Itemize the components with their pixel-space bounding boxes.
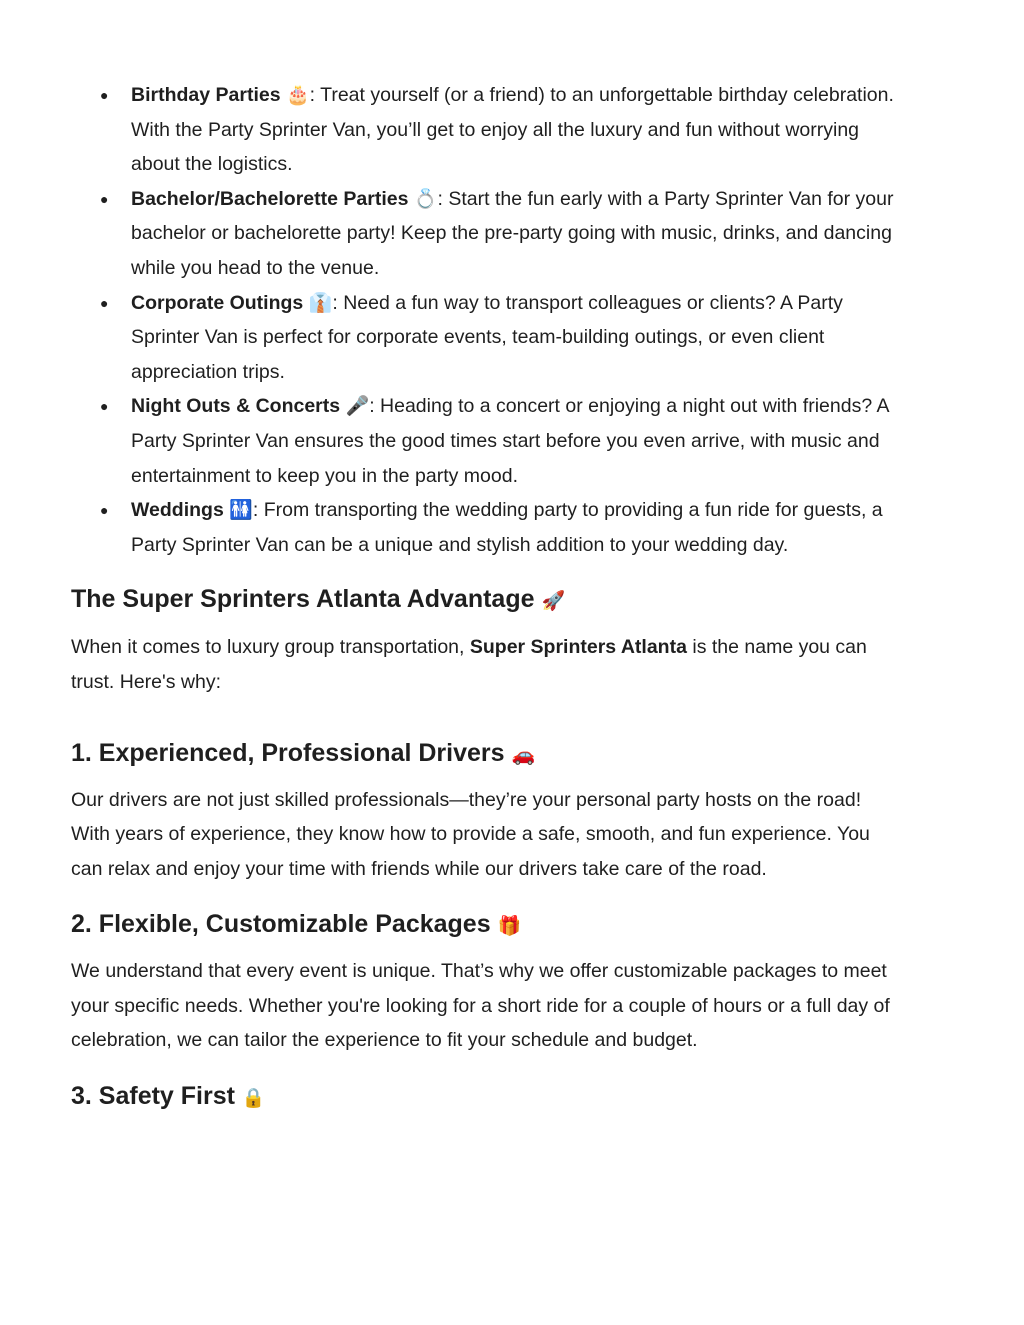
list-item-corporate xyxy=(71,286,901,390)
drivers-heading-text: 1. Experienced, Professional Drivers xyxy=(71,738,505,767)
safety-heading xyxy=(71,1080,901,1114)
list-item-title: Bachelor/Bachelorette Parties xyxy=(131,187,409,210)
advantage-intro-after: is the name you can trust. Here's why: xyxy=(71,636,867,693)
list-item-weddings xyxy=(71,493,901,562)
rocket-icon: 🚀 xyxy=(541,590,566,613)
list-item-bachelor xyxy=(71,182,901,286)
microphone-icon: 🎤 xyxy=(345,395,370,418)
packages-heading xyxy=(71,908,901,942)
list-item-title: Birthday Parties xyxy=(131,84,281,106)
packages-paragraph: We understand that every event is unique. That’s why we offer customizable packages to meet your specific needs. Whether you're looking for a short ride for a couple of hours or a full day of celebration, we can tailor the experience to fit your schedule and budget. xyxy=(71,960,890,1052)
restroom-icon: 🚻 xyxy=(229,499,253,522)
packages-heading-text: 2. Flexible, Customizable Packages xyxy=(71,910,491,939)
safety-heading-text: 3. Safety First xyxy=(71,1082,235,1111)
bullet-icon: ● xyxy=(100,190,109,207)
bullet-icon: ● xyxy=(100,502,109,519)
list-item-night-outs xyxy=(71,389,901,493)
list-item-text: : From transporting the wedding party to providing a fun ride for guests, a Party Sprinter Van can be a unique and stylish addition to your wedding day. xyxy=(131,499,883,556)
advantage-intro-before: When it comes to luxury group transportation, xyxy=(71,636,470,659)
advantage-heading xyxy=(71,583,901,617)
list-item-birthday xyxy=(71,78,901,182)
ring-icon: 💍 xyxy=(413,187,438,210)
drivers-paragraph: Our drivers are not just skilled professionals—they’re your personal party hosts on the road! With years of experience, they know how to provide a safe, smooth, and fun experience. You can relax and enjoy your time with friends while our drivers take care of the road. xyxy=(71,788,870,880)
birthday-cake-icon: 🎂 xyxy=(285,84,310,106)
lock-icon: 🔒 xyxy=(241,1087,266,1110)
list-item-text: : Need a fun way to transport colleagues or clients? A Party Sprinter Van is perfect for corporate events, team-building outings, or even client appreciation trips. xyxy=(131,291,843,383)
document-page xyxy=(71,78,901,1114)
list-item-title: Corporate Outings xyxy=(131,291,304,314)
list-item-title: Night Outs & Concerts xyxy=(131,395,341,418)
list-item-text: : Start the fun early with a Party Sprinter Van for your bachelor or bachelorette party! Keep the pre-party going with music, drinks, and dancing while you head to the venue. xyxy=(131,187,894,279)
bullet-icon: ● xyxy=(100,87,109,103)
gift-icon: 🎁 xyxy=(497,915,522,938)
advantage-heading-text: The Super Sprinters Atlanta Advantage xyxy=(71,585,535,614)
bullet-icon: ● xyxy=(100,398,109,415)
drivers-heading xyxy=(71,737,901,771)
list-item-text: : Treat yourself (or a friend) to an unforgettable birthday celebration. With the Party Sprinter Van, you’ll get to enjoy all the luxury and fun without worrying about the logistics. xyxy=(131,84,894,176)
list-item-text: : Heading to a concert or enjoying a night out with friends? A Party Sprinter Van ensures the good times start before you even arrive, with music and entertainment to keep you in the party mood. xyxy=(131,395,889,487)
event-list xyxy=(71,78,901,562)
advantage-intro xyxy=(71,630,901,699)
car-icon: 🚗 xyxy=(511,743,536,766)
necktie-icon: 👔 xyxy=(308,291,333,314)
advantage-intro-brand: Super Sprinters Atlanta xyxy=(469,636,687,659)
list-item-title: Weddings xyxy=(131,499,224,522)
bullet-icon: ● xyxy=(100,294,109,311)
